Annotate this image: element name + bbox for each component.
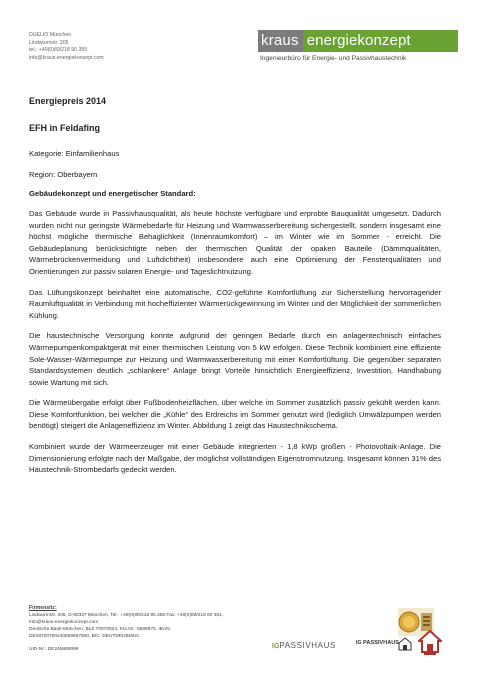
paragraph: Das Gebäude wurde in Passivhausqualität, als heute höchste verfügbare und erprobte Bauqualität umgesetzt. Dadurch wurden nicht nur geringste Wärmebedarfe für Heizung und Warmwasserbereitung sichergestellt, sondern insgesamt eine höchst mögliche thermische Behaglichkeit (Innenraumkomfort) – im Winter wie im Sommer - erreicht. Die Gebäudeplanung berücksichtigte neben der thermischen Qualität der opaken Bauteile (Dämmqualitäten, Wärmebrückenvermeidung und Luftdichtheit) insbesondere auch eine Optimierung der Fensterqualitäten und Orientierungen zur passiv solaren Energie- und Tageslichtnutzung. [29, 208, 441, 276]
address-line: info@kraus-energiekonzept.com [29, 54, 104, 61]
logo-subtitle: Ingenieurbüro für Energie- und Passivhaustechnik [260, 55, 407, 62]
address-line: Lindwurmstr. 205 [29, 39, 69, 46]
address-line: DUELIO München [29, 32, 72, 38]
footer-heading: Firmensitz: [29, 605, 57, 611]
paragraph: Die Wärmeübergabe erfolgt über Fußbodenheizflächen, über welche im Sommer zusätzlich passiv gekühlt werden kann. Diese Komfortfunktion, bei welcher die „Kühle“ des Erdreichs im Sommer genutzt wird (lediglich Umwälzpumpen werden benötigt) steigert die Anlageneffizienz im Winter. Abbildung 1 zeigt das Haustechnikschema. [29, 398, 441, 431]
document-title: Energiepreis 2014 [29, 96, 107, 106]
document-subtitle: EFH in Feldafing [29, 122, 100, 133]
paragraph: Das Lüftungskonzept beinhaltet eine automatische, CO2-geführte Komfortlüftung zur Sicherstellung hervorragender Raumluftqualität in Verbindung mit hocheffizienter Wärmerückgewinnung im Winter und der Möglichkeit der sommerlichen Kühlung. [29, 287, 441, 320]
footer-uid: UID-Nr.: DE245889999 [29, 647, 79, 652]
passive-house-icon [398, 637, 412, 651]
logo-word-kraus: kraus [258, 30, 303, 52]
footer-line: DE49700700240558897500, BIC: DEUTDEDBMUC [29, 634, 140, 639]
paragraph: Kombiniert wurde der Wärmeerzeuger mit einer Gebäude integrierten - 1,8 kWp großen - Photovoltaik-Anlage. Die Dimensionierung erfolgte nach der Maßgabe, der möglichst vollständigen Eigenstromnutzung. Insgesamt können 31% des Haustechnik-Strombedarfs gedeckt werden. [29, 442, 441, 475]
passivhaus-small-label: PASSIVHAUS [363, 640, 399, 646]
ig-passivhaus-logo [272, 641, 336, 650]
section-heading: Gebäudekonzept und energetischer Standard: [29, 189, 196, 199]
ig-prefix: IG [272, 643, 280, 650]
footer-line: Lindwurmstr. 205, D-80337 München, Tel.: +49(0)89/218 90 355 Fax: +49(0)89/218 90 351, [29, 613, 224, 618]
sender-address [29, 32, 104, 62]
region-line: Region: Oberbayern [29, 169, 98, 179]
logo-word-energiekonzept: energiekonzept [303, 30, 458, 52]
address-line: tel.: +49(0)89/218 90 355 [29, 47, 88, 54]
certified-house-icon [418, 630, 442, 656]
paragraph: Die haustechnische Versorgung konnte aufgrund der geringen Bedarfe durch ein anlagentechnisch einfaches Wärmepumpenkompaktgerät mit einer thermischen Leistung von 5 kW erfolgen. Diese Technik kombiniert eine effiziente Sole-Wasser-Wärmepumpe zur Heizung und Warmwasserbereitung mit einer Komfortlüftung. Die gegenüber separaten Standardsystemen deutlich „schlankere“ Anlage bringt Vorteile hinsichtlich Energieeffizienz, Investition, Handhabung sowie Wartung mit sich. [29, 331, 441, 387]
passivhaus-label: PASSIVHAUS [279, 641, 336, 650]
letter-body [29, 96, 441, 476]
footer-line: Deutsche Bank-München, BLZ 70070024, Kto.Nr.: 5588975, IBAN: [29, 627, 171, 632]
company-logo [258, 30, 458, 62]
ig-passivhaus-small-logo [356, 640, 399, 646]
footer-line: info@kraus-energiekonzept.com [29, 620, 99, 625]
logo-wordmark [258, 30, 458, 52]
ig-small-prefix: IG [356, 640, 362, 646]
category-line: Kategorie: Einfamilienhaus [29, 149, 120, 159]
